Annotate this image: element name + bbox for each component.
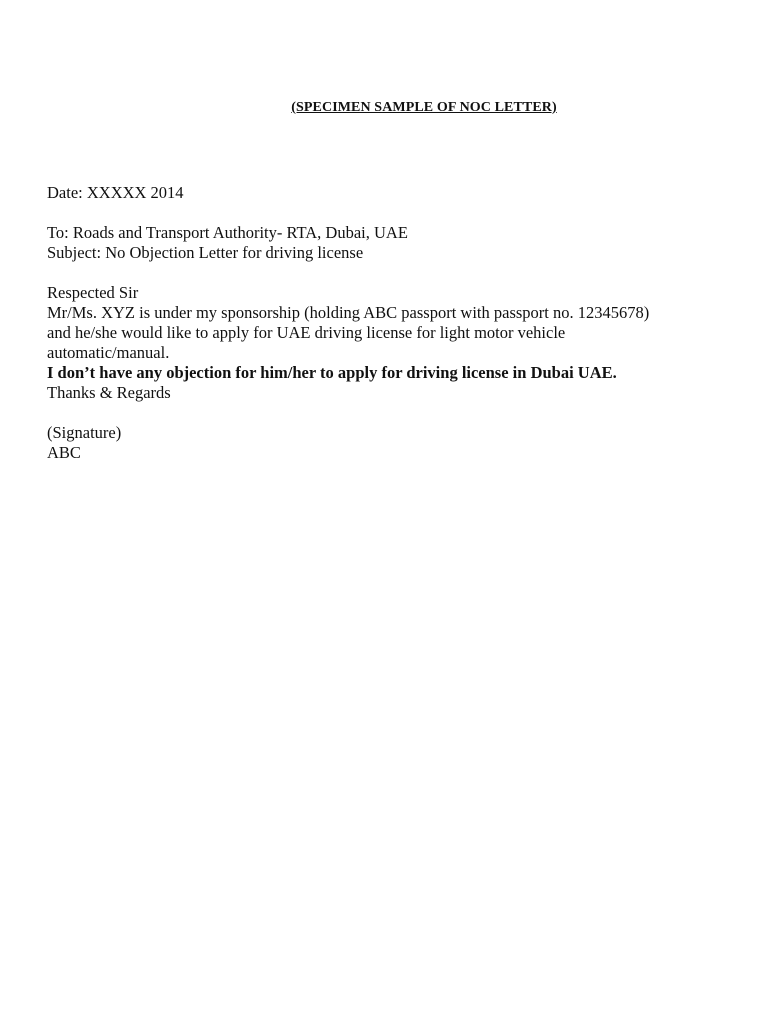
closing: Thanks & Regards — [47, 383, 171, 402]
objection-statement: I don’t have any objection for him/her to apply for driving license in Dubai UAE. — [47, 363, 617, 382]
date-line: Date: XXXXX 2014 — [47, 183, 184, 202]
recipient-line: To: Roads and Transport Authority- RTA, Dubai, UAE — [47, 223, 408, 242]
body-line: and he/she would like to apply for UAE driving license for light motor vehicle — [47, 323, 566, 342]
letter-body — [47, 183, 737, 463]
signature-label: (Signature) — [47, 423, 122, 442]
body-line: Mr/Ms. XYZ is under my sponsorship (holding ABC passport with passport no. 12345678) — [47, 303, 650, 322]
spacer — [47, 403, 737, 423]
document-heading: (SPECIMEN SAMPLE OF NOC LETTER) — [291, 100, 557, 115]
subject-line: Subject: No Objection Letter for driving license — [47, 243, 364, 262]
body-line: automatic/manual. — [47, 343, 170, 362]
salutation: Respected Sir — [47, 283, 139, 302]
spacer — [47, 203, 737, 223]
signatory-name: ABC — [47, 443, 81, 462]
spacer — [47, 263, 737, 283]
